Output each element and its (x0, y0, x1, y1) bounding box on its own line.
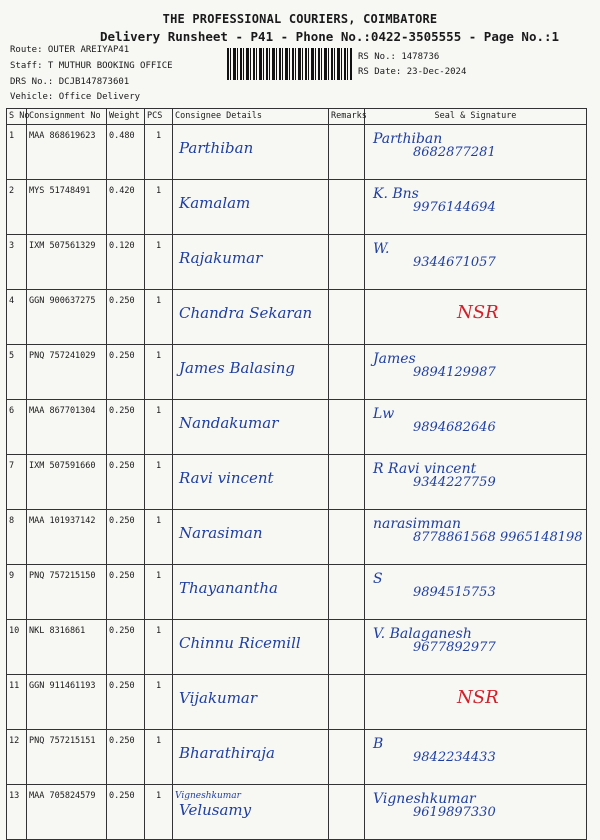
row-remarks (329, 620, 365, 675)
table-row (7, 620, 587, 675)
staff-info: Staff: T MUTHUR BOOKING OFFICE (10, 61, 173, 71)
row-seal-signature (365, 345, 587, 400)
signature-phone: 8682877281 (413, 145, 496, 160)
row-weight: 0.250 (107, 345, 145, 400)
row-consignment-no: PNQ 757215151 (27, 730, 107, 785)
row-sno: 10 (7, 620, 27, 675)
consignee-name: Rajakumar (179, 249, 263, 267)
row-seal-signature (365, 125, 587, 180)
row-consignment-no: IXM 507591660 (27, 455, 107, 510)
row-weight: 0.250 (107, 510, 145, 565)
row-consignment-no: MYS 51748491 (27, 180, 107, 235)
row-remarks (329, 785, 365, 840)
row-pcs: 1 (145, 180, 173, 235)
col-sno: S No (7, 109, 27, 125)
signature-phone: 8778861568 9965148198 (413, 530, 583, 545)
col-weight: Weight (107, 109, 145, 125)
col-pcs: PCS (145, 109, 173, 125)
table-row (7, 290, 587, 345)
col-remarks: Remarks (329, 109, 365, 125)
row-seal-signature (365, 180, 587, 235)
row-remarks (329, 235, 365, 290)
row-consignment-no: PNQ 757241029 (27, 345, 107, 400)
row-consignment-no: NKL 8316861 (27, 620, 107, 675)
row-weight: 0.250 (107, 730, 145, 785)
signature: W. (373, 241, 390, 257)
signature: R Ravi vincent (373, 461, 477, 477)
consignee-name: Kamalam (179, 194, 251, 212)
signature-phone: 9976144694 (413, 200, 496, 215)
consignee-name: Velusamy (179, 801, 252, 819)
consignee-name: Narasiman (179, 524, 263, 542)
signature-phone: 9619897330 (413, 805, 496, 820)
company-title: THE PROFESSIONAL COURIERS, COIMBATORE (162, 12, 438, 26)
route-info: Route: OUTER AREIYAP41 (10, 45, 130, 55)
consignee-name: James Balasing (179, 359, 295, 377)
table-row (7, 675, 587, 730)
table-row (7, 510, 587, 565)
table-row (7, 180, 587, 235)
consignee-name: Ravi vincent (179, 469, 274, 487)
consignee-name: Parthiban (179, 139, 254, 157)
row-sno: 5 (7, 345, 27, 400)
row-consignee (173, 675, 329, 730)
signature: S (373, 571, 383, 587)
row-pcs: 1 (145, 565, 173, 620)
table-row (7, 565, 587, 620)
drs-number: DRS No.: DCJB147873601 (10, 77, 130, 87)
signature-phone: 9344227759 (413, 475, 496, 490)
consignee-name: Chandra Sekaran (179, 304, 313, 322)
signature: B (373, 736, 384, 752)
row-weight: 0.250 (107, 785, 145, 840)
row-remarks (329, 565, 365, 620)
row-remarks (329, 125, 365, 180)
table-row (7, 455, 587, 510)
signature-phone: 9842234433 (413, 750, 496, 765)
signature: Parthiban (373, 131, 443, 147)
row-consignment-no: IXM 507561329 (27, 235, 107, 290)
signature-phone: 9894515753 (413, 585, 496, 600)
row-consignee (173, 345, 329, 400)
row-consignment-no: MAA 868619623 (27, 125, 107, 180)
row-consignee (173, 235, 329, 290)
signature-phone: 9894682646 (413, 420, 496, 435)
col-consignment: Consignment No (27, 109, 107, 125)
nsr-mark: NSR (457, 302, 499, 323)
row-consignee (173, 730, 329, 785)
row-weight: 0.250 (107, 290, 145, 345)
row-sno: 11 (7, 675, 27, 730)
row-weight: 0.250 (107, 675, 145, 730)
row-consignment-no: PNQ 757215150 (27, 565, 107, 620)
row-sno: 2 (7, 180, 27, 235)
row-pcs: 1 (145, 235, 173, 290)
row-seal-signature (365, 730, 587, 785)
row-sno: 7 (7, 455, 27, 510)
table-row (7, 400, 587, 455)
row-pcs: 1 (145, 510, 173, 565)
table-row (7, 730, 587, 785)
row-consignee (173, 400, 329, 455)
row-pcs: 1 (145, 400, 173, 455)
row-consignment-no: MAA 101937142 (27, 510, 107, 565)
table-row (7, 345, 587, 400)
consignee-name: Nandakumar (179, 414, 279, 432)
row-pcs: 1 (145, 620, 173, 675)
row-remarks (329, 345, 365, 400)
signature-phone: 9677892977 (413, 640, 496, 655)
row-consignee (173, 290, 329, 345)
col-consignee: Consignee Details (173, 109, 329, 125)
row-seal-signature (365, 510, 587, 565)
row-weight: 0.420 (107, 180, 145, 235)
row-seal-signature (365, 785, 587, 840)
signature-phone: 9344671057 (413, 255, 496, 270)
row-weight: 0.120 (107, 235, 145, 290)
row-remarks (329, 400, 365, 455)
row-sno: 8 (7, 510, 27, 565)
row-consignment-no: MAA 705824579 (27, 785, 107, 840)
row-sno: 6 (7, 400, 27, 455)
consignee-name: Bharathiraja (179, 744, 275, 762)
row-sno: 9 (7, 565, 27, 620)
barcode (227, 48, 352, 80)
consignee-note: Vigneshkumar (175, 791, 241, 801)
consignee-name: Thayanantha (179, 579, 278, 597)
rs-number: RS No.: 1478736 (358, 52, 440, 62)
row-consignee (173, 785, 329, 840)
table-row (7, 125, 587, 180)
row-seal-signature (365, 455, 587, 510)
row-seal-signature (365, 290, 587, 345)
row-consignee (173, 180, 329, 235)
row-sno: 1 (7, 125, 27, 180)
row-sno: 13 (7, 785, 27, 840)
signature: Lw (373, 406, 395, 422)
row-sno: 4 (7, 290, 27, 345)
row-remarks (329, 730, 365, 785)
row-remarks (329, 675, 365, 730)
row-consignee (173, 125, 329, 180)
signature: Vigneshkumar (373, 791, 476, 807)
table-row (7, 785, 587, 840)
row-consignee (173, 455, 329, 510)
signature: narasimman (373, 516, 461, 532)
consignee-name: Chinnu Ricemill (179, 634, 301, 652)
row-consignment-no: MAA 867701304 (27, 400, 107, 455)
row-consignment-no: GGN 900637275 (27, 290, 107, 345)
row-weight: 0.250 (107, 455, 145, 510)
signature: V. Balaganesh (373, 626, 472, 642)
signature-phone: 9894129987 (413, 365, 496, 380)
row-seal-signature (365, 235, 587, 290)
row-sno: 3 (7, 235, 27, 290)
row-remarks (329, 180, 365, 235)
vehicle-info: Vehicle: Office Delivery (10, 92, 141, 102)
row-seal-signature (365, 675, 587, 730)
consignee-name: Vijakumar (179, 689, 258, 707)
row-pcs: 1 (145, 125, 173, 180)
row-consignee (173, 620, 329, 675)
runsheet-table (6, 108, 587, 840)
row-pcs: 1 (145, 345, 173, 400)
row-consignee (173, 510, 329, 565)
row-weight: 0.480 (107, 125, 145, 180)
col-seal-signature: Seal & Signature (365, 109, 587, 125)
row-seal-signature (365, 400, 587, 455)
row-remarks (329, 290, 365, 345)
row-pcs: 1 (145, 675, 173, 730)
row-seal-signature (365, 620, 587, 675)
nsr-mark: NSR (457, 687, 499, 708)
signature: James (373, 351, 416, 367)
row-consignee (173, 565, 329, 620)
table-row (7, 235, 587, 290)
row-sno: 12 (7, 730, 27, 785)
row-pcs: 1 (145, 785, 173, 840)
row-remarks (329, 455, 365, 510)
row-weight: 0.250 (107, 565, 145, 620)
rs-date: RS Date: 23-Dec-2024 (358, 67, 467, 77)
row-weight: 0.250 (107, 620, 145, 675)
runsheet-subtitle: Delivery Runsheet - P41 - Phone No.:0422-3505555 - Page No.:1 (100, 29, 560, 44)
row-weight: 0.250 (107, 400, 145, 455)
signature: K. Bns (373, 186, 419, 202)
table-header-row (7, 109, 587, 125)
row-consignment-no: GGN 911461193 (27, 675, 107, 730)
row-pcs: 1 (145, 290, 173, 345)
row-remarks (329, 510, 365, 565)
row-pcs: 1 (145, 455, 173, 510)
row-pcs: 1 (145, 730, 173, 785)
row-seal-signature (365, 565, 587, 620)
